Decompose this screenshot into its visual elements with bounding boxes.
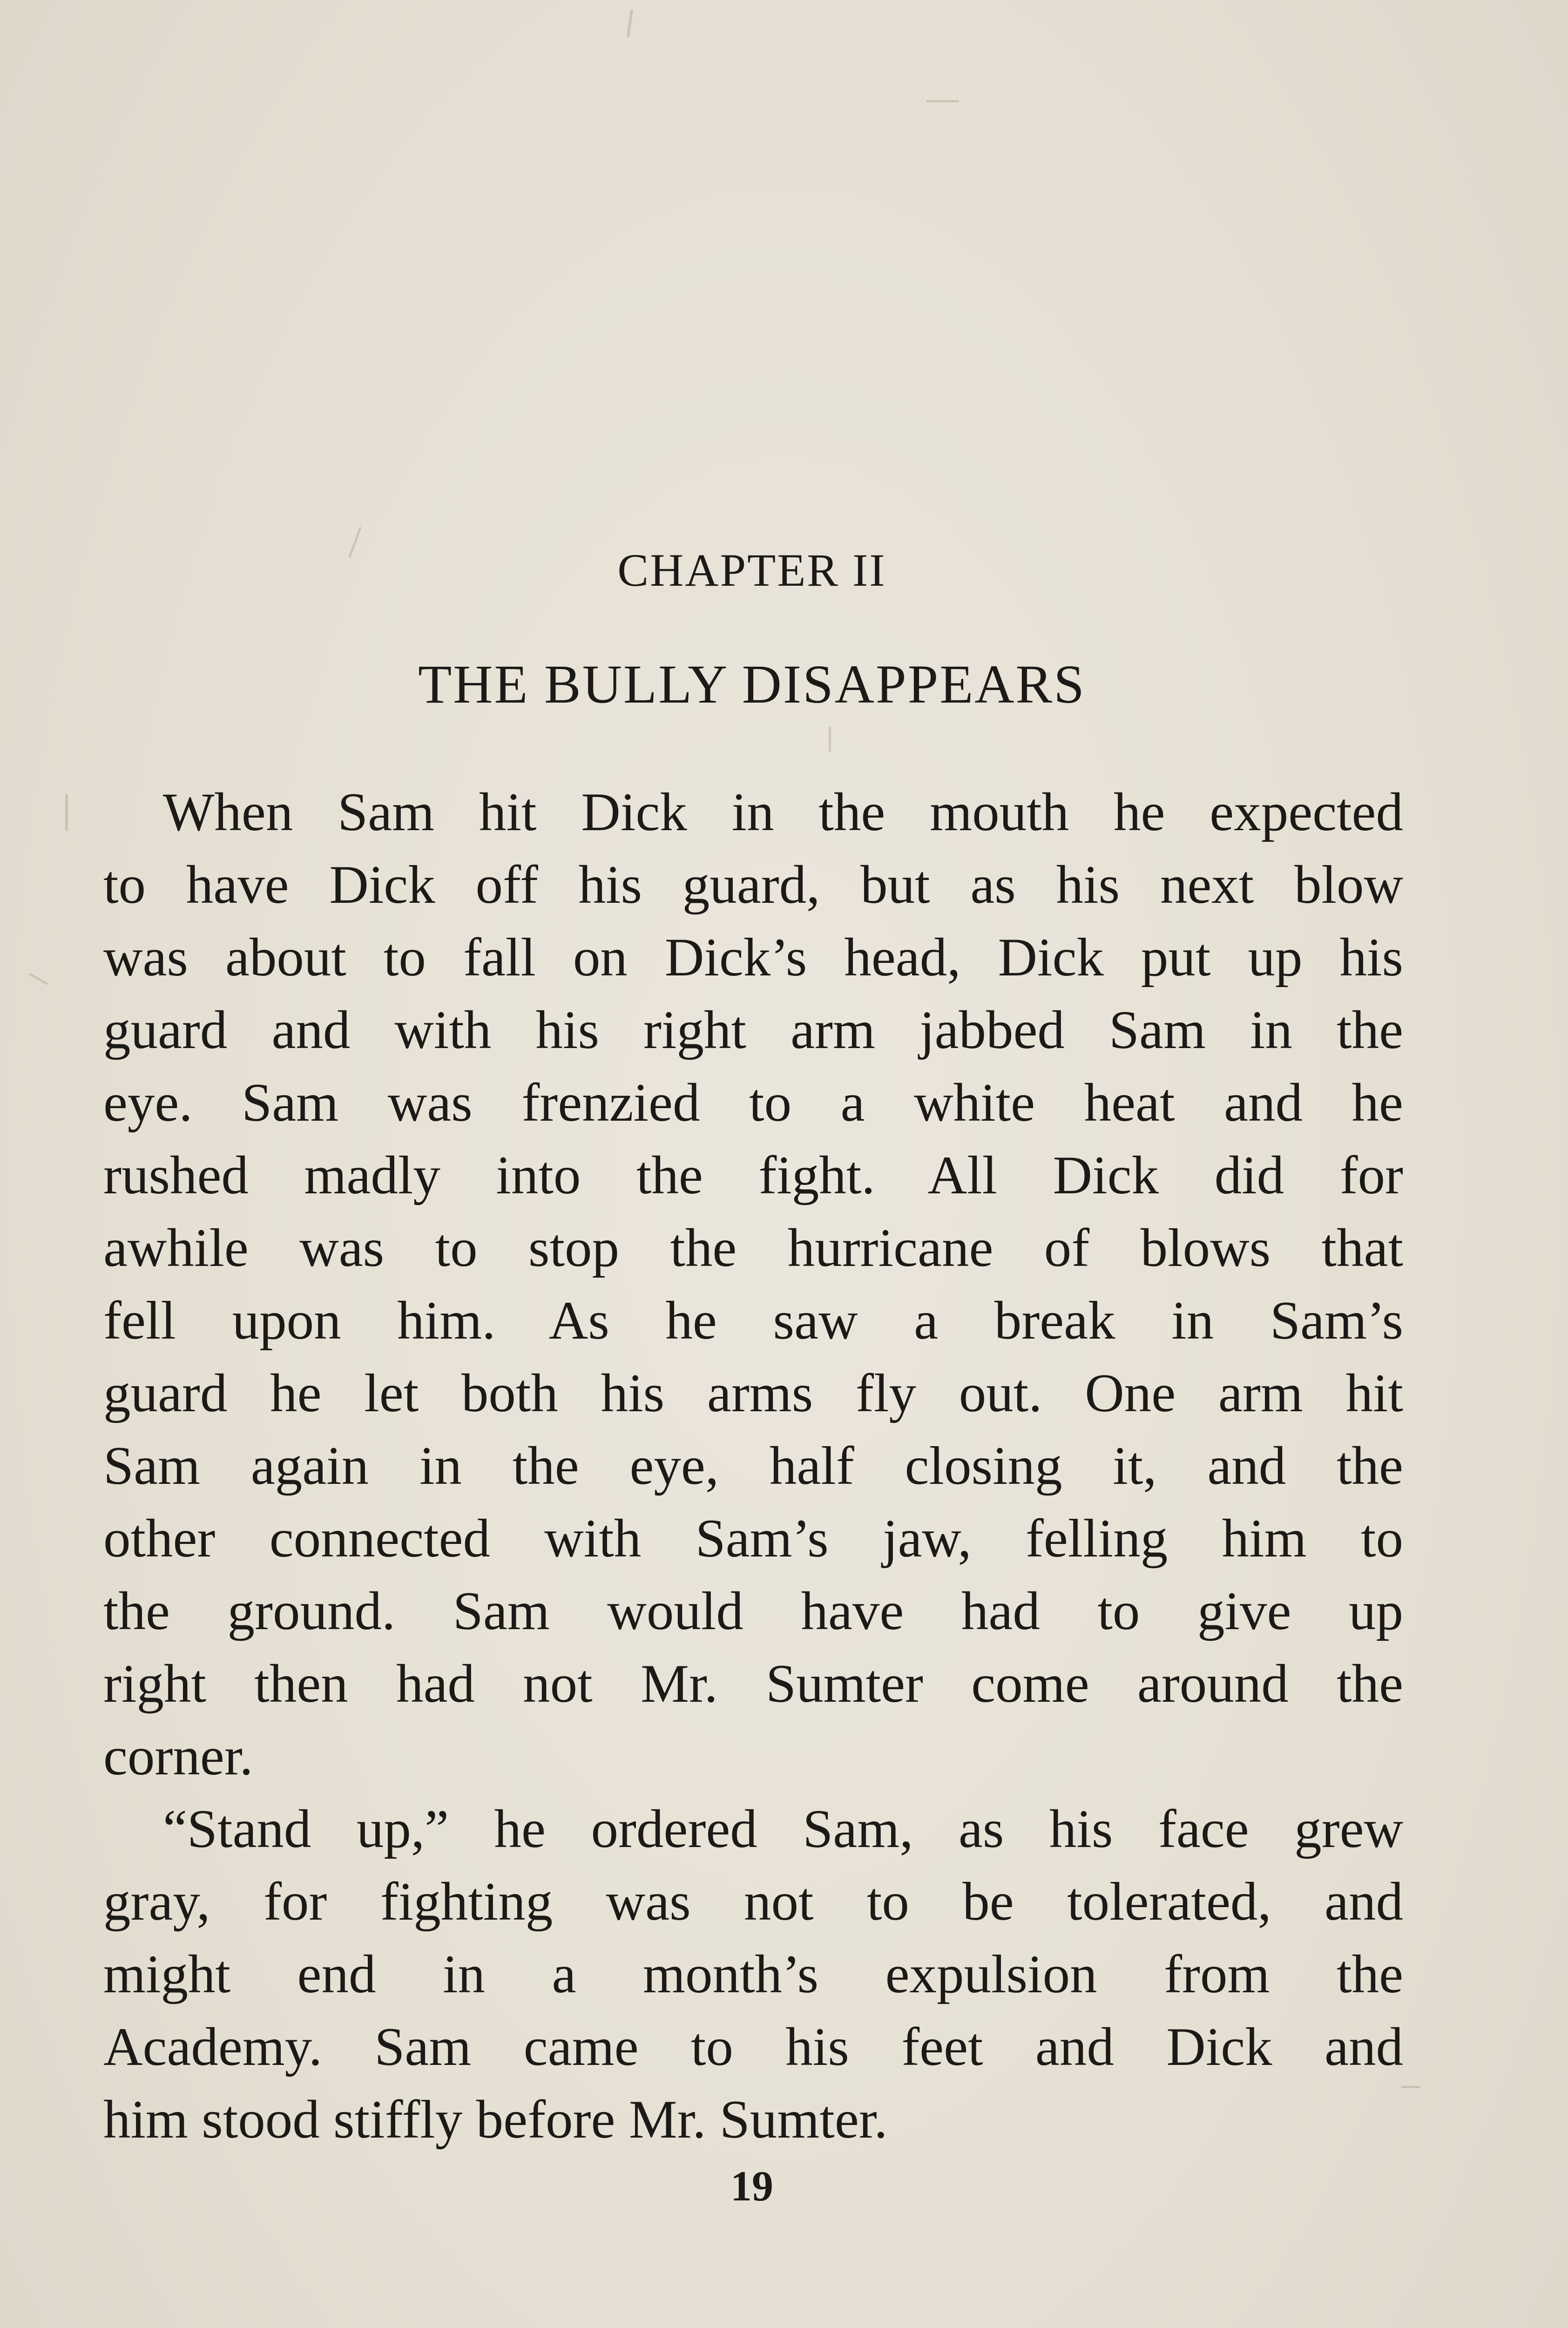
text-line: to have Dick off his guard, but as his next blow [103,855,1403,915]
paper-speck [829,726,831,752]
paper-speck [1401,2086,1420,2088]
text-line: Academy. Sam came to his feet and Dick and [103,2017,1403,2077]
page-number: 19 [730,2162,773,2210]
text-line: guard and with his right arm jabbed Sam in the [103,1000,1403,1060]
text-line: Sam again in the eye, half closing it, and the [103,1436,1403,1496]
text-line: guard he let both his arms fly out. One arm hit [103,1363,1403,1423]
chapter-heading: CHAPTER II [617,544,886,596]
text-line: him stood stiffly before Mr. Sumter. [103,2090,888,2150]
text-line: eye. Sam was frenzied to a white heat and he [103,1073,1403,1133]
paper-speck [926,100,959,102]
text-line: was about to fall on Dick’s head, Dick put up his [103,927,1403,988]
text-line: corner. [103,1726,253,1787]
chapter-title: THE BULLY DISAPPEARS [418,654,1086,715]
text-line: gray, for fighting was not to be tolerated, and [103,1872,1403,1932]
paper-speck [29,973,48,985]
text-line: right then had not Mr. Sumter come around the [103,1654,1403,1714]
text-line: awhile was to stop the hurricane of blows that [103,1218,1403,1278]
text-line: “Stand up,” he ordered Sam, as his face grew [163,1799,1403,1859]
paper-speck [627,9,633,37]
text-line: the ground. Sam would have had to give up [103,1581,1403,1641]
text-line: might end in a month’s expulsion from the [103,1944,1403,2004]
paper-speck [65,794,68,831]
text-line: When Sam hit Dick in the mouth he expected [163,782,1403,842]
body-text [103,776,1403,2156]
text-line: rushed madly into the fight. All Dick did for [103,1145,1403,1205]
text-line: other connected with Sam’s jaw, felling him to [103,1509,1403,1569]
text-line: fell upon him. As he saw a break in Sam’s [103,1291,1403,1351]
